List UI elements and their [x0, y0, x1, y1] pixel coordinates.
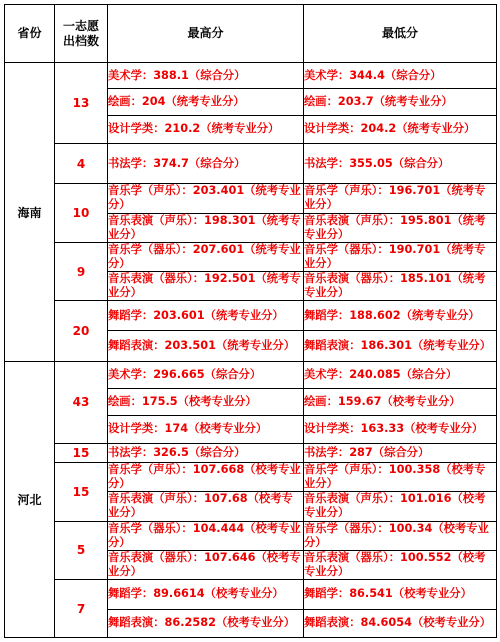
- min-score-cell: 绘画：159.67（校考专业分）: [304, 389, 497, 415]
- table-row: [5, 143, 497, 183]
- max-score-cell: 绘画：175.5（校考专业分）: [108, 389, 304, 415]
- max-score-cell: 音乐表演（声乐）：107.68（校考专业分）: [108, 492, 304, 521]
- table-row: [5, 521, 497, 550]
- header-max-score: 最高分: [108, 5, 304, 63]
- max-score-cell: 书法学：326.5（综合分）: [108, 443, 304, 462]
- max-score-cell: 音乐表演（器乐）：192.501（统考专业分）: [108, 272, 304, 301]
- max-score-cell: 音乐学（声乐）：107.668（校考专业分）: [108, 463, 304, 492]
- max-score-cell: 舞蹈学：89.6614（校考专业分）: [108, 580, 304, 609]
- quota-cell: 15: [55, 463, 108, 522]
- max-score-cell: 舞蹈表演：86.2582（校考专业分）: [108, 609, 304, 637]
- min-score-cell: 设计学类：163.33（校考专业分）: [304, 415, 497, 443]
- quota-cell: 7: [55, 580, 108, 638]
- max-score-cell: 音乐学（器乐）：104.444（校考专业分）: [108, 521, 304, 550]
- min-score-cell: 舞蹈学：188.602（统考专业分）: [304, 301, 497, 330]
- min-score-cell: 书法学：355.05（综合分）: [304, 143, 497, 183]
- quota-cell: 4: [55, 143, 108, 183]
- quota-cell: 43: [55, 362, 108, 444]
- max-score-cell: 绘画：204（统考专业分）: [108, 89, 304, 115]
- quota-cell: 9: [55, 242, 108, 301]
- table-row: [5, 301, 497, 330]
- table-row: [5, 463, 497, 492]
- header-row: [5, 5, 497, 63]
- max-score-cell: 美术学：296.665（综合分）: [108, 362, 304, 389]
- header-quota-text: 一志愿出档数: [62, 18, 99, 48]
- header-min-score: 最低分: [304, 5, 497, 63]
- min-score-cell: 舞蹈表演：186.301（统考专业分）: [304, 330, 497, 361]
- table-row: [5, 443, 497, 462]
- max-score-cell: 音乐表演（器乐）：107.646（校考专业分）: [108, 550, 304, 579]
- min-score-cell: 舞蹈表演：84.6054（校考专业分）: [304, 609, 497, 637]
- min-score-cell: 音乐表演（声乐）：195.801（统考专业分）: [304, 213, 497, 242]
- header-province: 省份: [5, 5, 55, 63]
- quota-cell: 20: [55, 301, 108, 362]
- min-score-cell: 音乐表演（声乐）：101.016（校考专业分）: [304, 492, 497, 521]
- province-cell: 河北: [5, 362, 55, 638]
- max-score-cell: 美术学：388.1（综合分）: [108, 63, 304, 89]
- max-score-cell: 音乐学（声乐）：203.401（统考专业分）: [108, 184, 304, 213]
- admission-scores-table: [4, 4, 497, 638]
- max-score-cell: 舞蹈学：203.601（统考专业分）: [108, 301, 304, 330]
- header-quota: [55, 5, 108, 63]
- max-score-cell: 音乐表演（声乐）：198.301（统考专业分）: [108, 213, 304, 242]
- table-row: [5, 242, 497, 271]
- max-score-cell: 设计学类：210.2（统考专业分）: [108, 115, 304, 143]
- min-score-cell: 音乐学（器乐）：100.34（校考专业分）: [304, 521, 497, 550]
- min-score-cell: 绘画：203.7（统考专业分）: [304, 89, 497, 115]
- min-score-cell: 书法学：287（综合分）: [304, 443, 497, 462]
- table-row: [5, 184, 497, 213]
- quota-cell: 13: [55, 63, 108, 144]
- min-score-cell: 音乐表演（器乐）：100.552（校考专业分）: [304, 550, 497, 579]
- min-score-cell: 设计学类：204.2（统考专业分）: [304, 115, 497, 143]
- table-row: [5, 580, 497, 609]
- max-score-cell: 设计学类：174（校考专业分）: [108, 415, 304, 443]
- min-score-cell: 音乐表演（器乐）：185.101（统考专业分）: [304, 272, 497, 301]
- min-score-cell: 音乐学（器乐）：190.701（统考专业分）: [304, 242, 497, 271]
- min-score-cell: 舞蹈学：86.541（校考专业分）: [304, 580, 497, 609]
- max-score-cell: 舞蹈表演：203.501（统考专业分）: [108, 330, 304, 361]
- min-score-cell: 音乐学（声乐）：196.701（统考专业分）: [304, 184, 497, 213]
- table-row: [5, 362, 497, 389]
- table-row: [5, 63, 497, 89]
- max-score-cell: 书法学：374.7（综合分）: [108, 143, 304, 183]
- min-score-cell: 美术学：344.4（综合分）: [304, 63, 497, 89]
- quota-cell: 5: [55, 521, 108, 580]
- table-body: [5, 63, 497, 638]
- min-score-cell: 美术学：240.085（综合分）: [304, 362, 497, 389]
- max-score-cell: 音乐学（器乐）：207.601（统考专业分）: [108, 242, 304, 271]
- province-cell: 海南: [5, 63, 55, 362]
- min-score-cell: 音乐学（声乐）：100.358（校考专业分）: [304, 463, 497, 492]
- quota-cell: 10: [55, 184, 108, 243]
- quota-cell: 15: [55, 443, 108, 462]
